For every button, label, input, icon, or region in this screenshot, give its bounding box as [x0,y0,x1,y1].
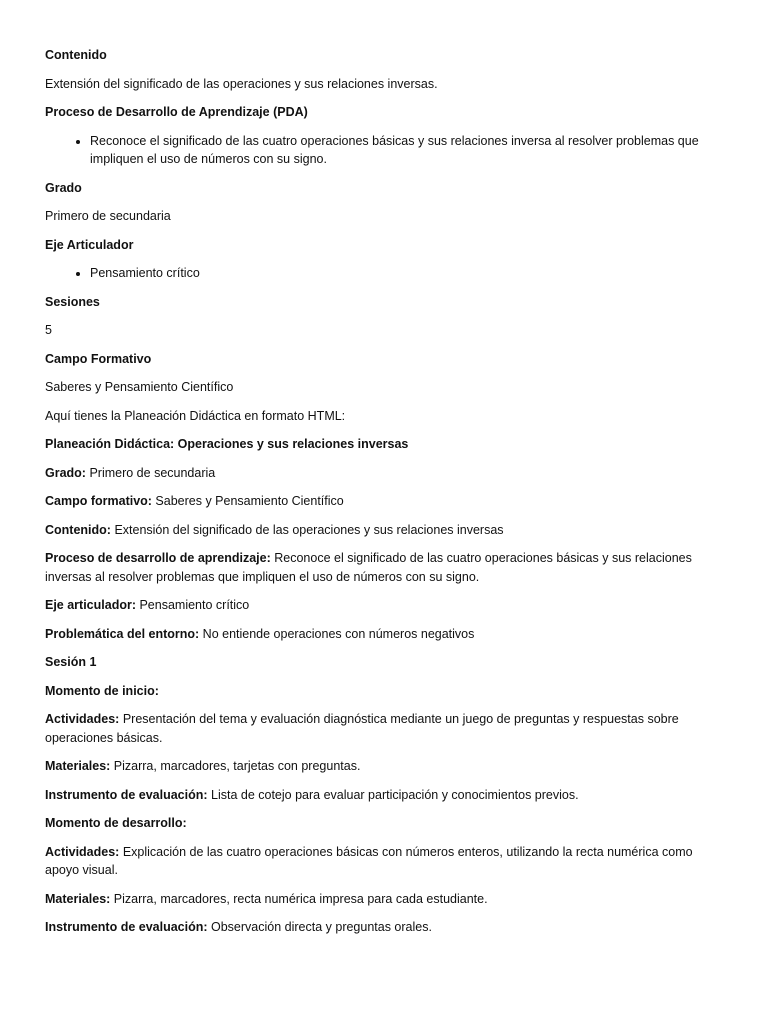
desarrollo-materiales [45,890,723,909]
inicio-materiales-label: Materiales: [45,759,111,773]
desarrollo-materiales-value: Pizarra, marcadores, recta numérica impresa para cada estudiante. [110,891,488,906]
pda-list [45,132,723,169]
desarrollo-instrumento-label: Instrumento de evaluación: [45,920,208,934]
plan-proceso-label: Proceso de desarrollo de aprendizaje: [45,551,271,565]
plan-problematica-value: No entiende operaciones con números negativos [199,626,475,641]
plan-grado [45,464,723,483]
inicio-actividades [45,710,723,747]
pda-heading: Proceso de Desarrollo de Aprendizaje (PDA) [45,105,308,119]
plan-eje-label: Eje articulador: [45,598,136,612]
plan-grado-value: Primero de secundaria [85,465,216,480]
plan-eje [45,596,723,615]
plan-problematica [45,625,723,644]
inicio-actividades-label: Actividades: [45,712,120,726]
plan-campo [45,492,723,511]
plan-title: Planeación Didáctica: Operaciones y sus relaciones inversas [45,437,409,451]
plan-campo-value: Saberes y Pensamiento Científico [151,494,344,508]
plan-problematica-label: Problemática del entorno: [45,626,200,641]
inicio-instrumento-value: Lista de cotejo para evaluar participación y conocimientos previos. [207,787,579,802]
plan-eje-value: Pensamiento crítico [136,598,250,612]
eje-list [45,264,723,283]
grado-heading: Grado [45,180,82,195]
eje-list-item: • Pensamiento crítico [90,264,723,283]
desarrollo-instrumento [45,918,723,937]
plan-proceso [45,549,723,586]
session-1-title: Sesión 1 [45,655,97,669]
grado-text: Primero de secundaria [45,209,171,223]
plan-contenido-label: Contenido: [45,522,111,537]
inicio-materiales-value: Pizarra, marcadores, tarjetas con preguntas. [110,759,361,773]
desarrollo-actividades-label: Actividades: [45,844,120,859]
desarrollo-instrumento-value: Observación directa y preguntas orales. [207,920,432,934]
inicio-instrumento [45,786,723,805]
inicio-heading: Momento de inicio: [45,683,159,698]
contenido-text: Extensión del significado de las operaciones y sus relaciones inversas. [45,76,438,91]
eje-heading: Eje Articulador [45,237,134,252]
desarrollo-materiales-label: Materiales: [45,891,111,906]
plan-proceso-value: Reconoce el significado de las cuatro operaciones básicas y sus relaciones inversas al resolver problemas que impliquen el uso de números con su signo. [45,551,692,584]
sesiones-text: 5 [45,323,52,337]
desarrollo-actividades [45,843,723,880]
inicio-materiales [45,757,723,776]
campo-heading: Campo Formativo [45,351,152,366]
plan-grado-label: Grado: [45,465,86,480]
inicio-instrumento-label: Instrumento de evaluación: [45,787,208,802]
sesiones-heading: Sesiones [45,294,100,309]
inicio-actividades-value: Presentación del tema y evaluación diagnóstica mediante un juego de preguntas y respuestas sobre operaciones básicas. [45,712,679,745]
plan-contenido [45,521,723,540]
contenido-heading: Contenido [45,48,107,62]
desarrollo-actividades-value: Explicación de las cuatro operaciones básicas con números enteros, utilizando la recta numérica como apoyo visual. [45,844,693,877]
campo-text: Saberes y Pensamiento Científico [45,380,234,394]
intro-text: Aquí tienes la Planeación Didáctica en formato HTML: [45,408,346,423]
pda-list-item: • Reconoce el significado de las cuatro operaciones básicas y sus relaciones inversa al resolver problemas que impliquen el uso de números con su signo. [90,132,723,169]
plan-contenido-value: Extensión del significado de las operaciones y sus relaciones inversas [110,522,504,537]
plan-campo-label: Campo formativo: [45,494,152,508]
desarrollo-heading: Momento de desarrollo: [45,816,187,830]
